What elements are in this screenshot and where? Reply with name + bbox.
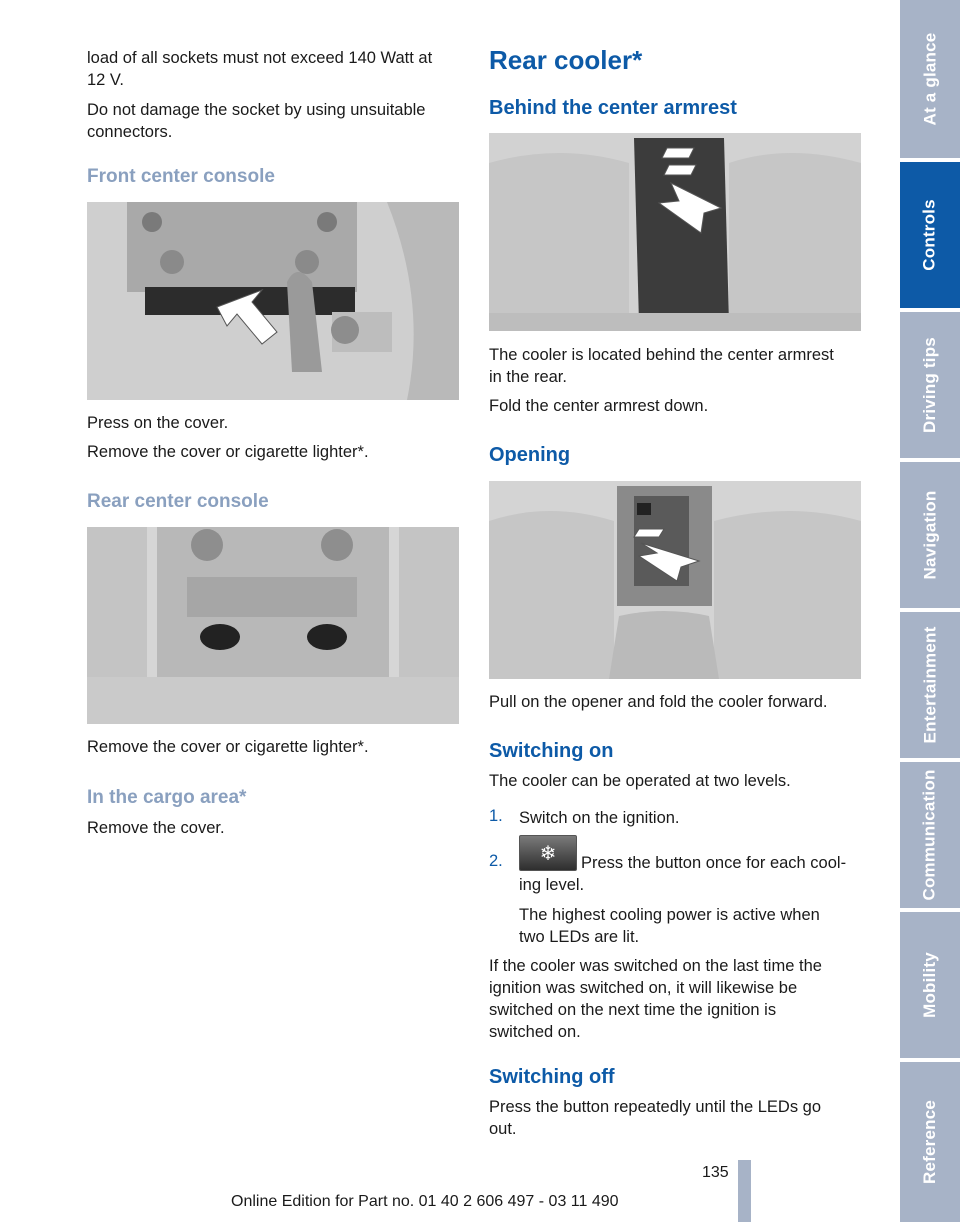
tab-navigation[interactable]: Navigation bbox=[900, 462, 960, 608]
snowflake-icon: ❄ bbox=[539, 842, 557, 865]
rear-console-heading: Rear center console bbox=[87, 491, 269, 512]
front-console-step-1: Press on the cover. bbox=[87, 414, 229, 432]
front-console-image bbox=[87, 202, 459, 400]
switching-off-text-2: out. bbox=[489, 1120, 517, 1138]
tab-entertainment[interactable]: Entertainment bbox=[900, 612, 960, 758]
intro-line-2: 12 V. bbox=[87, 71, 125, 89]
tab-controls[interactable]: Controls bbox=[900, 162, 960, 308]
front-console-step-2: Remove the cover or cigarette lighter*. bbox=[87, 443, 369, 461]
step-2-number: 2. bbox=[489, 852, 503, 870]
cargo-area-step-1: Remove the cover. bbox=[87, 819, 225, 837]
page-number: 135 bbox=[702, 1164, 729, 1181]
step-1-number: 1. bbox=[489, 807, 503, 825]
rear-console-step-1: Remove the cover or cigarette lighter*. bbox=[87, 738, 369, 756]
tab-mobility[interactable]: Mobility bbox=[900, 912, 960, 1058]
tab-at-a-glance[interactable]: At a glance bbox=[900, 0, 960, 158]
memory-text-1: If the cooler was switched on the last time the bbox=[489, 957, 822, 975]
step-2-text-d: two LEDs are lit. bbox=[519, 928, 640, 946]
step-2-text-b: ing level. bbox=[519, 876, 585, 894]
opening-text: Pull on the opener and fold the cooler forward. bbox=[489, 693, 828, 711]
memory-text-4: switched on. bbox=[489, 1023, 581, 1041]
switching-off-text-1: Press the button repeatedly until the LEDs go bbox=[489, 1098, 822, 1116]
behind-armrest-text-1: The cooler is located behind the center armrest bbox=[489, 346, 834, 364]
intro-line-4: connectors. bbox=[87, 123, 173, 141]
front-console-heading: Front center console bbox=[87, 166, 275, 187]
tab-driving-tips[interactable]: Driving tips bbox=[900, 312, 960, 458]
rear-cooler-title: Rear cooler* bbox=[489, 45, 643, 75]
switching-on-intro: The cooler can be operated at two levels. bbox=[489, 772, 791, 790]
tab-communication[interactable]: Communication bbox=[900, 762, 960, 908]
footer-text: Online Edition for Part no. 01 40 2 606 497 - 03 11 490 bbox=[231, 1193, 619, 1210]
step-1-text: Switch on the ignition. bbox=[519, 809, 680, 827]
cooler-button bbox=[519, 835, 577, 871]
page-number-bar bbox=[738, 1160, 751, 1222]
step-2-text-c: The highest cooling power is active when bbox=[519, 906, 820, 924]
cooler-opening-image bbox=[489, 481, 861, 679]
intro-line-3: Do not damage the socket by using unsuitable bbox=[87, 101, 426, 119]
intro-line-1: load of all sockets must not exceed 140 Watt at bbox=[87, 49, 433, 67]
cargo-area-heading: In the cargo area* bbox=[87, 787, 247, 808]
chapter-tabs bbox=[900, 0, 960, 1222]
memory-text-3: switched on the next time the ignition is bbox=[489, 1001, 777, 1019]
behind-armrest-text-3: Fold the center armrest down. bbox=[489, 397, 709, 415]
memory-text-2: ignition was switched on, it will likewise be bbox=[489, 979, 798, 997]
opening-heading: Opening bbox=[489, 444, 571, 466]
step-2-text-a: Press the button once for each cool- bbox=[581, 854, 847, 872]
armrest-image bbox=[489, 133, 861, 331]
rear-console-image bbox=[87, 527, 459, 724]
behind-armrest-text-2: in the rear. bbox=[489, 368, 567, 386]
switching-off-heading: Switching off bbox=[489, 1066, 615, 1088]
tab-reference[interactable]: Reference bbox=[900, 1062, 960, 1222]
switching-on-heading: Switching on bbox=[489, 740, 614, 762]
behind-armrest-heading: Behind the center armrest bbox=[489, 97, 737, 119]
